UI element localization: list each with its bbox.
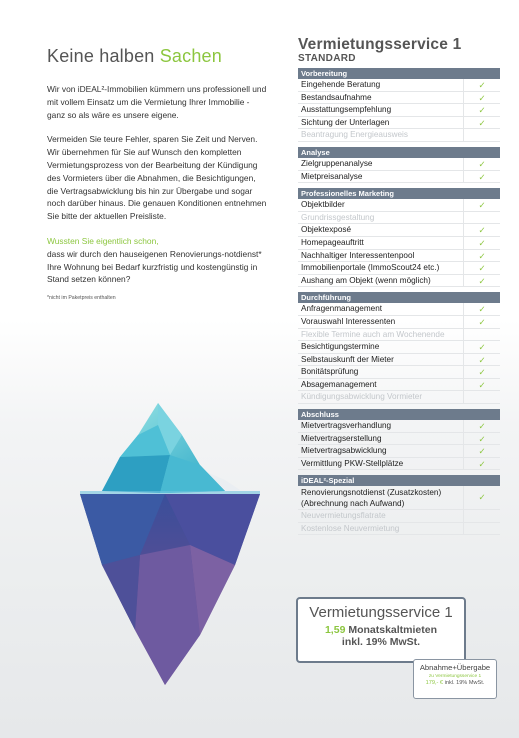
- check-icon: ✓: [463, 316, 500, 328]
- section-header: Professionelles Marketing: [298, 188, 500, 199]
- price-box: [296, 597, 466, 663]
- section: [298, 292, 500, 404]
- feature-row: [298, 303, 500, 316]
- check-icon: ✓: [463, 445, 500, 457]
- feature-label: Beantragung Energieausweis: [301, 130, 408, 140]
- feature-row: [298, 391, 500, 404]
- section-header: Abschluss: [298, 409, 500, 420]
- empty-mark: [463, 329, 500, 341]
- feature-row: [298, 117, 500, 130]
- addon-price-line: [414, 680, 496, 686]
- service-column: [298, 36, 500, 535]
- check-icon: ✓: [463, 237, 500, 249]
- headline-accent: Sachen: [159, 46, 222, 66]
- feature-label: Nachhaltiger Interessentenpool: [301, 250, 415, 260]
- section: [298, 188, 500, 287]
- section-header: Analyse: [298, 147, 500, 158]
- price-amount-line: [298, 624, 464, 636]
- section: [298, 409, 500, 470]
- feature-row: [298, 510, 500, 523]
- feature-row: [298, 275, 500, 288]
- feature-label: Mietvertragsabwicklung: [301, 446, 387, 456]
- feature-label: Neuvermietungsflatrate: [301, 511, 386, 521]
- check-icon: ✓: [463, 379, 500, 391]
- feature-label: Mietpreisanalyse: [301, 171, 363, 181]
- feature-label: Objektexposé: [301, 225, 352, 235]
- process-paragraph: Vermeiden Sie teure Fehler, sparen Sie Zeit und Nerven. Wir übernehmen für Sie auf Wunsch den kompletten Vermietungsprozess von der Bearbeitung der Kündigung des Vormieters über die Abnahmen, die Besichtigungen, die Vertragsabwicklung bis hin zur Übergabe und sogar noch darüber hinaus. Die genauen Konditionen entnehmen Sie bitte der aktuellen Preisliste.: [47, 134, 267, 222]
- feature-label: Besichtigungstermine: [301, 342, 380, 352]
- check-icon: ✓: [463, 354, 500, 366]
- feature-row: [298, 486, 500, 510]
- section-header: Vorbereitung: [298, 68, 500, 79]
- check-icon: ✓: [463, 420, 500, 432]
- check-icon: ✓: [463, 92, 500, 104]
- addon-tax: inkl. 19% MwSt.: [443, 680, 485, 686]
- feature-row: [298, 237, 500, 250]
- check-icon: ✓: [463, 275, 500, 287]
- feature-label: Eingehende Beratung: [301, 80, 381, 89]
- check-icon: ✓: [463, 158, 500, 170]
- feature-label: Grundrissgestaltung: [301, 212, 375, 222]
- service-subtitle: STANDARD: [298, 53, 356, 64]
- check-icon: ✓: [463, 433, 500, 445]
- section: [298, 147, 500, 183]
- feature-row: [298, 354, 500, 367]
- feature-row: [298, 79, 500, 92]
- service-title: Vermietungsservice 1: [298, 36, 462, 53]
- feature-row: [298, 379, 500, 392]
- section-header: Durchführung: [298, 292, 500, 303]
- feature-label: Renovierungsnotdienst (Zusatzkosten) (Abrechnung nach Aufwand): [301, 487, 442, 509]
- feature-row: [298, 262, 500, 275]
- feature-label: Zielgruppenanalyse: [301, 158, 373, 168]
- check-icon: ✓: [463, 199, 500, 211]
- check-icon: ✓: [463, 341, 500, 353]
- feature-label: Mietvertragsverhandlung: [301, 421, 392, 431]
- feature-row: [298, 433, 500, 446]
- feature-label: Selbstauskunft der Mieter: [301, 354, 394, 364]
- feature-row: [298, 523, 500, 536]
- feature-row: [298, 212, 500, 225]
- feature-row: [298, 104, 500, 117]
- feature-label: Flexible Termine auch am Wochenende: [301, 329, 445, 339]
- price-title: Vermietungsservice 1: [309, 604, 453, 621]
- check-icon: ✓: [463, 486, 500, 509]
- empty-mark: [463, 391, 500, 403]
- addon-subtitle: zu Vermietungsservice 1: [428, 674, 482, 679]
- section: [298, 68, 500, 142]
- feature-row: [298, 129, 500, 142]
- empty-mark: [463, 129, 500, 141]
- feature-label: Immobilienportale (ImmoScout24 etc.): [301, 263, 440, 273]
- feature-label: Kostenlose Neuvermietung: [301, 523, 400, 533]
- intro-column: [47, 46, 269, 301]
- feature-row: [298, 316, 500, 329]
- feature-row: [298, 92, 500, 105]
- addon-title: Abnahme+Übergabe: [419, 663, 491, 672]
- feature-row: [298, 341, 500, 354]
- feature-table: [298, 68, 500, 535]
- renovation-paragraph: [47, 235, 269, 286]
- feature-label: Absagemanagement: [301, 379, 377, 389]
- price-amount: 1,59: [324, 624, 346, 636]
- empty-mark: [463, 523, 500, 535]
- empty-mark: [463, 510, 500, 522]
- feature-row: [298, 445, 500, 458]
- feature-label: Objektbilder: [301, 200, 345, 210]
- check-icon: ✓: [463, 104, 500, 116]
- feature-label: Anfragenmanagement: [301, 304, 383, 314]
- renovation-highlight: Wussten Sie eigentlich schon,: [47, 235, 159, 246]
- check-icon: ✓: [463, 224, 500, 236]
- footnote: *nicht im Paketpreis enthalten: [47, 295, 116, 302]
- empty-mark: [463, 212, 500, 224]
- check-icon: ✓: [463, 303, 500, 315]
- feature-label: Ausstattungsempfehlung: [301, 105, 392, 115]
- headline-text: Keine halben: [47, 46, 160, 66]
- price-unit: Monatskaltmieten: [345, 624, 438, 636]
- check-icon: ✓: [463, 366, 500, 378]
- feature-label: Kündigungsabwicklung Vormieter: [301, 392, 423, 402]
- feature-label: Sichtung der Unterlagen: [301, 117, 390, 127]
- price-tax: inkl. 19% MwSt.: [341, 636, 421, 648]
- feature-label: Bonitätsprüfung: [301, 367, 359, 377]
- addon-box: [413, 659, 497, 699]
- feature-label: Mietvertragserstellung: [301, 433, 382, 443]
- section: [298, 475, 500, 535]
- check-icon: ✓: [463, 171, 500, 183]
- feature-label: Bestandsaufnahme: [301, 92, 372, 102]
- feature-row: [298, 171, 500, 184]
- intro-paragraph: Wir von iDEAL²-Immobilien kümmern uns professionell und mit vollem Einsatz um die Vermietung Ihrer Immobilie - ganz so als wäre es unsere eigene.: [47, 84, 267, 120]
- feature-label: Aushang am Objekt (wenn möglich): [301, 275, 431, 285]
- feature-row: [298, 224, 500, 237]
- feature-row: [298, 420, 500, 433]
- check-icon: ✓: [463, 117, 500, 129]
- check-icon: ✓: [463, 458, 500, 470]
- feature-row: [298, 250, 500, 263]
- feature-label: Vermittlung PKW-Stellplätze: [301, 458, 404, 468]
- check-icon: ✓: [463, 79, 500, 91]
- addon-amount: 179,- €: [425, 680, 444, 686]
- renovation-text: dass wir durch den hauseigenen Renovierungs-notdienst* Ihre Wohnung bei Bedarf kurzfristig und kostengünstig in Stand setzen können?: [47, 248, 262, 285]
- feature-label: Vorauswahl Interessenten: [301, 316, 396, 326]
- feature-row: [298, 329, 500, 342]
- feature-row: [298, 199, 500, 212]
- headline: [47, 46, 269, 67]
- check-icon: ✓: [463, 250, 500, 262]
- feature-row: [298, 366, 500, 379]
- feature-row: [298, 158, 500, 171]
- feature-label: Homepageauftritt: [301, 237, 364, 247]
- iceberg-illustration: [40, 395, 290, 695]
- check-icon: ✓: [463, 262, 500, 274]
- feature-row: [298, 458, 500, 471]
- section-header: iDEAL²-Spezial: [298, 475, 500, 486]
